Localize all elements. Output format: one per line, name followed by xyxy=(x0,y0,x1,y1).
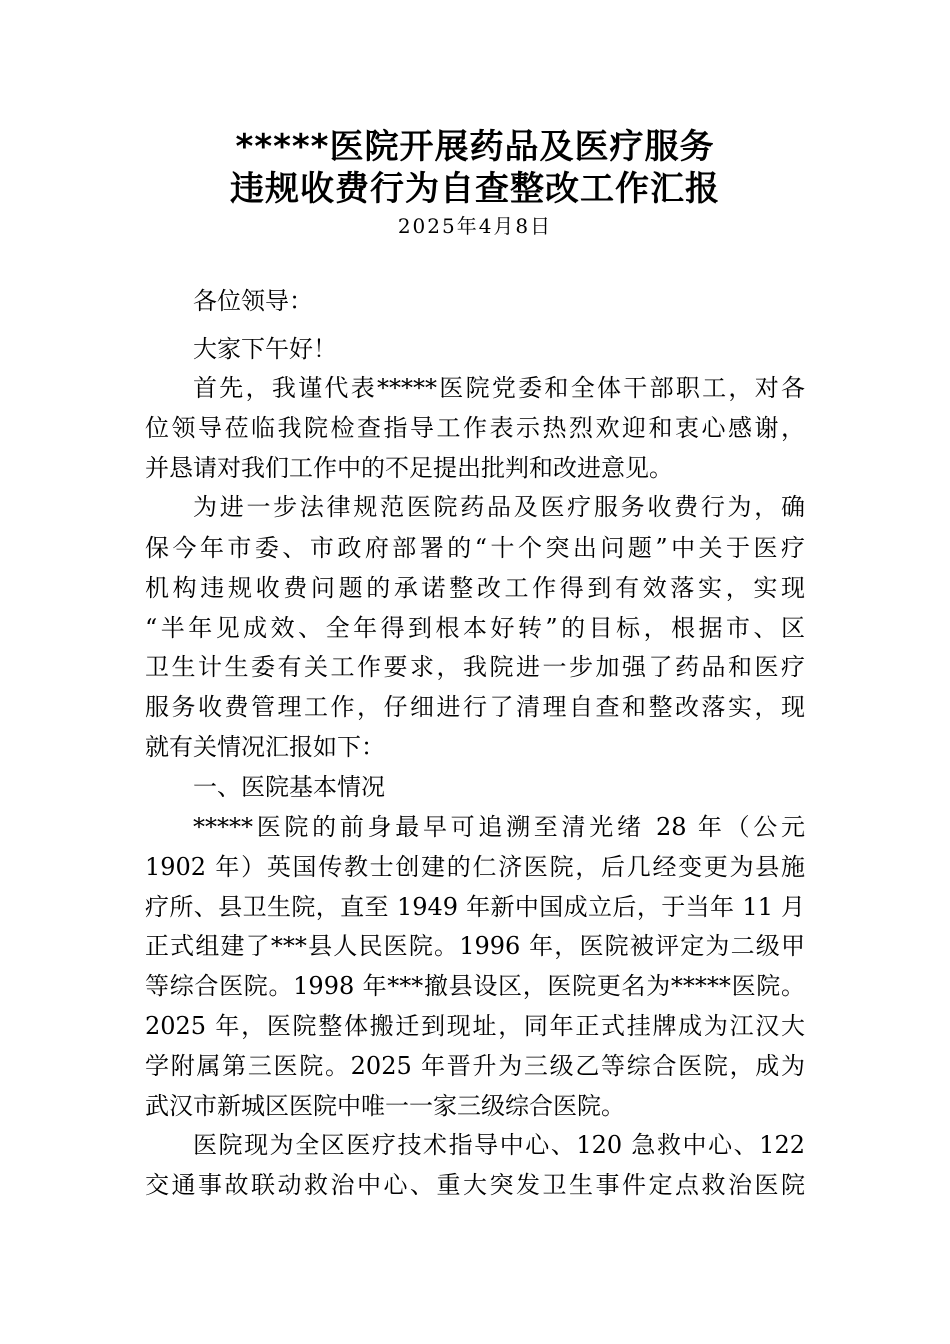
body-line: 武汉市新城区医院中唯一一家三级综合医院。 xyxy=(145,1092,625,1120)
body-line: *****医院的前身最早可追溯至清光绪 28 年（公元 xyxy=(193,813,805,841)
body-line: “半年见成效、全年得到根本好转”的目标，根据市、区 xyxy=(145,614,805,642)
document-title-line-1: *****医院开展药品及医疗服务 xyxy=(235,127,715,167)
document-title-line-2: 违规收费行为自查整改工作汇报 xyxy=(230,169,720,209)
greeting: 大家下午好！ xyxy=(193,335,337,363)
document-date: 2025年4月8日 xyxy=(397,214,553,238)
body-line: 保今年市委、市政府部署的“十个突出问题”中关于医疗 xyxy=(145,534,805,562)
body-line: 并恳请对我们工作中的不足提出批判和改进意见。 xyxy=(145,454,673,482)
body-line: 1902 年）英国传教士创建的仁济医院，后几经变更为县施 xyxy=(145,853,805,881)
body-line: 机构违规收费问题的承诺整改工作得到有效落实，实现 xyxy=(145,574,805,602)
body-line: 学附属第三医院。2025 年晋升为三级乙等综合医院，成为 xyxy=(145,1052,805,1080)
body-line: 等综合医院。1998 年***撤县设区，医院更名为*****医院。 xyxy=(145,972,805,1000)
body-line: 疗所、县卫生院，直至 1949 年新中国成立后，于当年 11 月 xyxy=(145,893,805,921)
body-line: 位领导莅临我院检查指导工作表示热烈欢迎和衷心感谢， xyxy=(145,414,805,442)
body-line: 就有关情况汇报如下： xyxy=(145,733,385,761)
body-line: 医院现为全区医疗技术指导中心、120 急救中心、122 xyxy=(193,1131,805,1159)
body-line: 2025 年，医院整体搬迁到现址，同年正式挂牌成为江汉大 xyxy=(145,1012,805,1040)
body-line: 交通事故联动救治中心、重大突发卫生事件定点救治医院 xyxy=(145,1171,805,1199)
salutation: 各位领导： xyxy=(193,287,313,315)
body-line: 正式组建了***县人民医院。1996 年，医院被评定为二级甲 xyxy=(145,932,805,960)
section-heading: 一、医院基本情况 xyxy=(193,773,385,801)
body-line: 为进一步法律规范医院药品及医疗服务收费行为，确 xyxy=(193,493,805,521)
body-line: 服务收费管理工作，仔细进行了清理自查和整改落实，现 xyxy=(145,693,805,721)
body-line: 首先，我谨代表*****医院党委和全体干部职工，对各 xyxy=(193,374,805,402)
body-line: 卫生计生委有关工作要求，我院进一步加强了药品和医疗 xyxy=(145,653,805,681)
